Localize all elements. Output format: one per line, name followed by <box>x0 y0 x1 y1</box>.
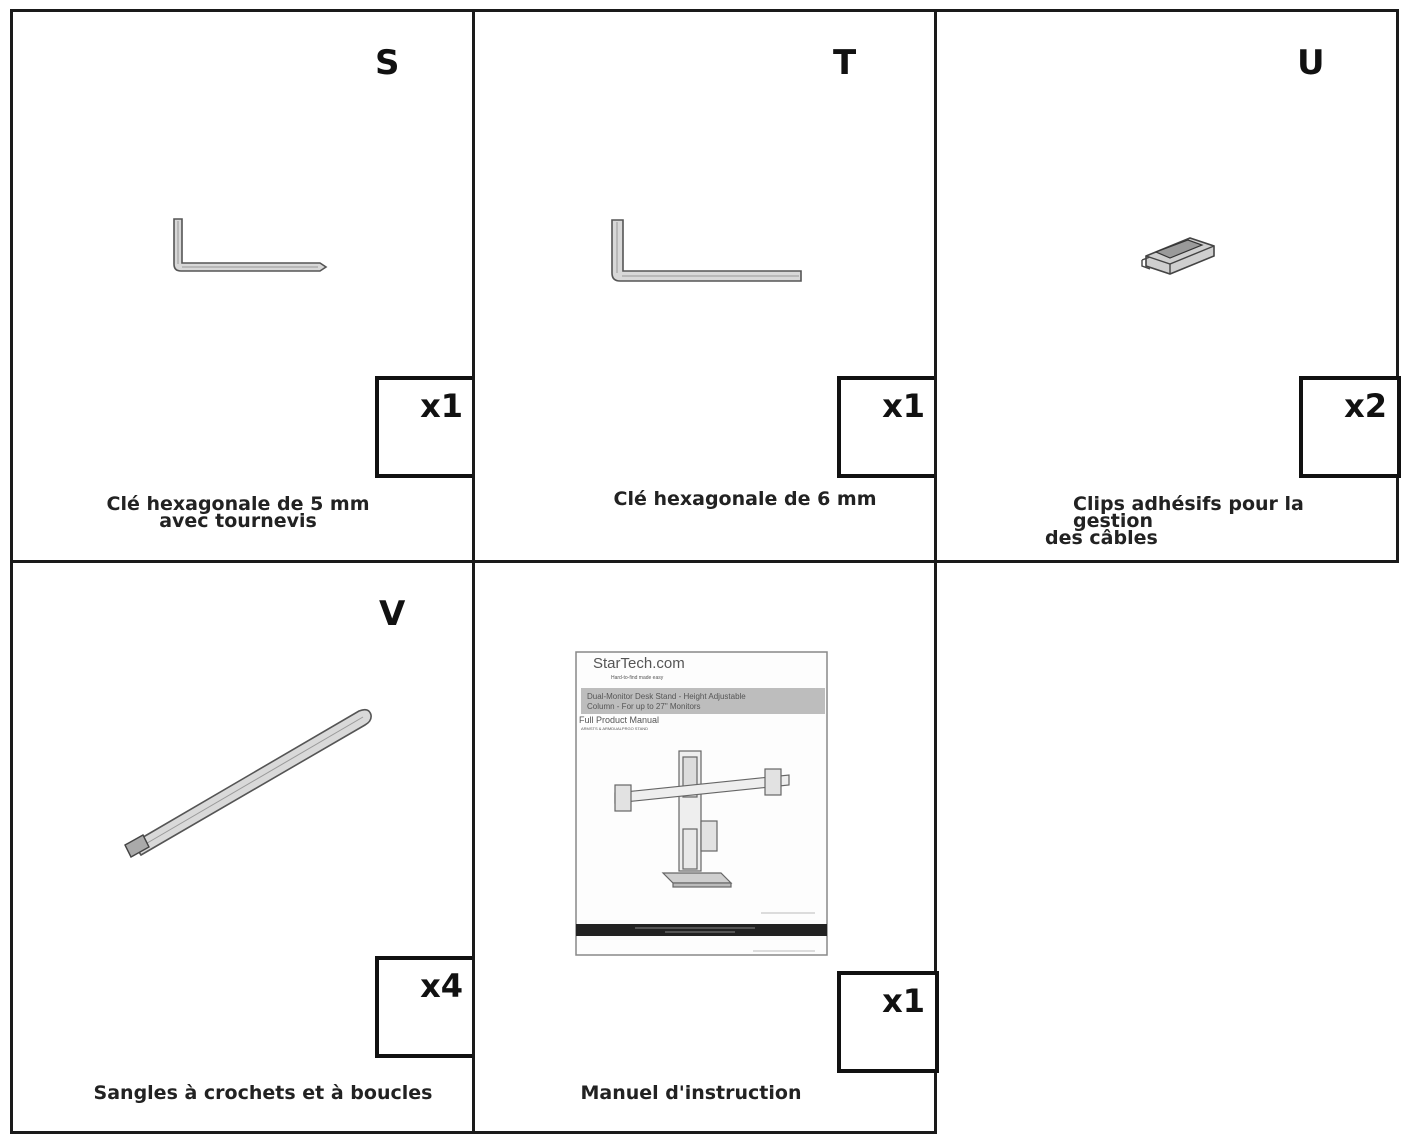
part-cell-v <box>10 560 475 1134</box>
caption-line: avec tournevis <box>159 510 317 532</box>
manual-model: ARMSTS & ARMDUALPRGO STAND <box>581 726 649 731</box>
hex-key-6mm-icon <box>608 217 808 287</box>
part-caption <box>1045 493 1385 549</box>
strap-icon <box>123 703 373 863</box>
part-caption <box>565 488 925 510</box>
quantity-box <box>837 376 939 478</box>
part-cell-t <box>472 9 937 563</box>
quantity-box <box>837 971 939 1073</box>
manual-brand: StarTech.com <box>593 655 685 672</box>
caption-line: Clips adhésifs pour la gestion <box>1073 493 1304 532</box>
manual-title-line: Dual-Monitor Desk Stand - Height Adjustable <box>587 692 746 701</box>
part-letter: V <box>379 594 406 634</box>
part-caption <box>535 1082 847 1104</box>
quantity-label: x1 <box>420 387 463 425</box>
part-caption <box>73 493 403 532</box>
part-letter: T <box>833 43 857 83</box>
quantity-label: x1 <box>882 982 925 1020</box>
quantity-box <box>375 956 477 1058</box>
caption-line: Clé hexagonale de 6 mm <box>613 488 877 510</box>
manual-icon <box>575 651 828 956</box>
caption-line: Sangles à crochets et à boucles <box>93 1082 433 1104</box>
part-cell-s <box>10 9 475 563</box>
part-letter: U <box>1297 43 1325 83</box>
quantity-label: x1 <box>882 387 925 425</box>
part-letter: S <box>375 43 400 83</box>
quantity-label: x4 <box>420 967 463 1005</box>
caption-line: Manuel d'instruction <box>580 1082 802 1104</box>
hex-key-5mm-icon <box>170 216 330 276</box>
manual-title-line: Column - For up to 27" Monitors <box>587 702 701 711</box>
part-cell-manual <box>472 560 937 1134</box>
quantity-label: x2 <box>1344 387 1387 425</box>
manual-tagline: Hard-to-find made easy <box>611 675 664 681</box>
quantity-box <box>1299 376 1401 478</box>
cable-clip-icon <box>1140 228 1220 278</box>
manual-subtitle: Full Product Manual <box>579 715 660 725</box>
part-caption <box>73 1082 453 1104</box>
part-cell-u <box>934 9 1399 563</box>
caption-line: des câbles <box>1045 527 1158 549</box>
caption-line: Clé hexagonale de 5 mm <box>106 493 370 515</box>
quantity-box <box>375 376 477 478</box>
